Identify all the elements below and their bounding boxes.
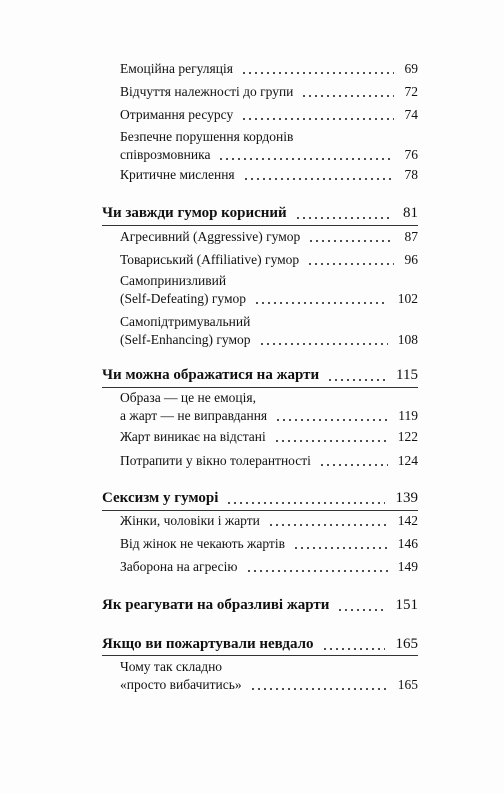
entry-title: Жінки, чоловіки і жарти	[120, 513, 260, 528]
entry-title: Агресивний (Aggressive) гумор	[120, 229, 301, 244]
page-number: 165	[397, 677, 418, 692]
toc-entry[interactable]	[120, 166, 418, 184]
page-number: 122	[397, 429, 418, 444]
dot-leader	[218, 158, 394, 160]
toc-entry[interactable]	[120, 251, 418, 269]
entry-title: Жарт виникає на відстані	[120, 429, 266, 444]
dot-leader	[274, 440, 388, 442]
toc-chapter[interactable]	[102, 595, 418, 615]
page-number: 146	[397, 536, 418, 551]
entry-title: Потрапити у вікно толерантності	[120, 453, 311, 468]
entry-title-line1: Самопідтримувальний	[120, 314, 251, 329]
dot-leader	[241, 72, 394, 74]
dot-leader	[259, 343, 388, 345]
page-number: 87	[404, 229, 418, 244]
page-number: 151	[395, 597, 418, 613]
toc-chapter[interactable]	[102, 488, 418, 508]
dot-leader	[322, 648, 385, 650]
dot-leader	[250, 688, 388, 690]
entry-title: (Self-Defeating) гумор	[120, 291, 246, 306]
page-number: 102	[397, 291, 418, 306]
page-number: 78	[404, 167, 418, 182]
page-number: 76	[404, 147, 418, 162]
entry-title: «просто вибачитись»	[120, 677, 242, 692]
dot-leader	[268, 524, 388, 526]
toc-entry[interactable]	[120, 60, 418, 78]
dot-leader	[337, 609, 385, 611]
toc-entry[interactable]	[120, 313, 418, 349]
toc-chapter[interactable]	[102, 634, 418, 654]
entry-title: Заборона на агресію	[120, 559, 238, 574]
entry-title: Критичне мислення	[120, 167, 235, 182]
page-number: 108	[397, 332, 418, 347]
dot-leader	[295, 217, 393, 219]
dot-leader	[293, 547, 388, 549]
entry-title: співрозмовника	[120, 147, 211, 162]
toc-entry[interactable]	[120, 512, 418, 530]
page-number: 81	[403, 205, 418, 221]
dot-leader	[327, 379, 386, 381]
toc-entry[interactable]	[120, 128, 418, 164]
dot-leader	[246, 570, 388, 572]
toc-entry[interactable]	[120, 535, 418, 553]
chapter-title: Якщо ви пожартували невдало	[102, 636, 314, 652]
divider	[102, 387, 418, 388]
chapter-title: Чи можна ображатися на жарти	[102, 367, 320, 383]
dot-leader	[307, 263, 394, 265]
entry-title: а жарт — не виправдання	[120, 408, 268, 423]
dot-leader	[241, 118, 394, 120]
dot-leader	[254, 302, 388, 304]
toc-entry[interactable]	[120, 106, 418, 124]
toc-entry[interactable]	[120, 228, 418, 246]
page-number: 139	[395, 490, 418, 506]
toc-entry[interactable]	[120, 83, 418, 101]
dot-leader	[243, 178, 394, 180]
page-number: 124	[397, 453, 418, 468]
entry-title: (Self-Enhancing) гумор	[120, 332, 251, 347]
entry-title: Відчуття належності до групи	[120, 84, 294, 99]
chapter-title: Сексизм у гуморі	[102, 490, 219, 506]
dot-leader	[319, 464, 388, 466]
entry-title-line1: Образа — це не емоція,	[120, 390, 256, 405]
dot-leader	[275, 419, 388, 421]
toc-entry[interactable]	[120, 389, 418, 425]
entry-title-line1: Чому так складно	[120, 659, 223, 674]
divider	[102, 225, 418, 226]
chapter-title: Чи завжди гумор корисний	[102, 205, 287, 221]
toc-entry[interactable]	[120, 428, 418, 446]
page-number: 96	[404, 252, 418, 267]
page-number: 72	[404, 84, 418, 99]
page-number: 165	[395, 636, 418, 652]
entry-title: Від жінок не чекають жартів	[120, 536, 285, 551]
entry-title: Емоційна регуляція	[120, 61, 233, 76]
dot-leader	[308, 240, 394, 242]
toc-entry[interactable]	[120, 658, 418, 694]
divider	[102, 510, 418, 511]
toc-chapter[interactable]	[102, 203, 418, 223]
toc-chapter[interactable]	[102, 365, 418, 385]
page-number: 149	[397, 559, 418, 574]
entry-title-line1: Самопринизливий	[120, 273, 227, 288]
divider	[102, 655, 418, 656]
entry-title: Отримання ресурсу	[120, 107, 234, 122]
page-number: 119	[398, 408, 418, 423]
page-number: 69	[404, 61, 418, 76]
entry-title: Товариський (Affiliative) гумор	[120, 252, 300, 267]
dot-leader	[301, 95, 394, 97]
toc-entry[interactable]	[120, 558, 418, 576]
page-number: 74	[404, 107, 418, 122]
toc-entry[interactable]	[120, 452, 418, 470]
dot-leader	[226, 502, 385, 504]
entry-title-line1: Безпечне порушення кордонів	[120, 129, 294, 144]
page-number: 115	[396, 367, 418, 383]
chapter-title: Як реагувати на образливі жарти	[102, 597, 330, 613]
page-number: 142	[397, 513, 418, 528]
toc-entry[interactable]	[120, 272, 418, 308]
